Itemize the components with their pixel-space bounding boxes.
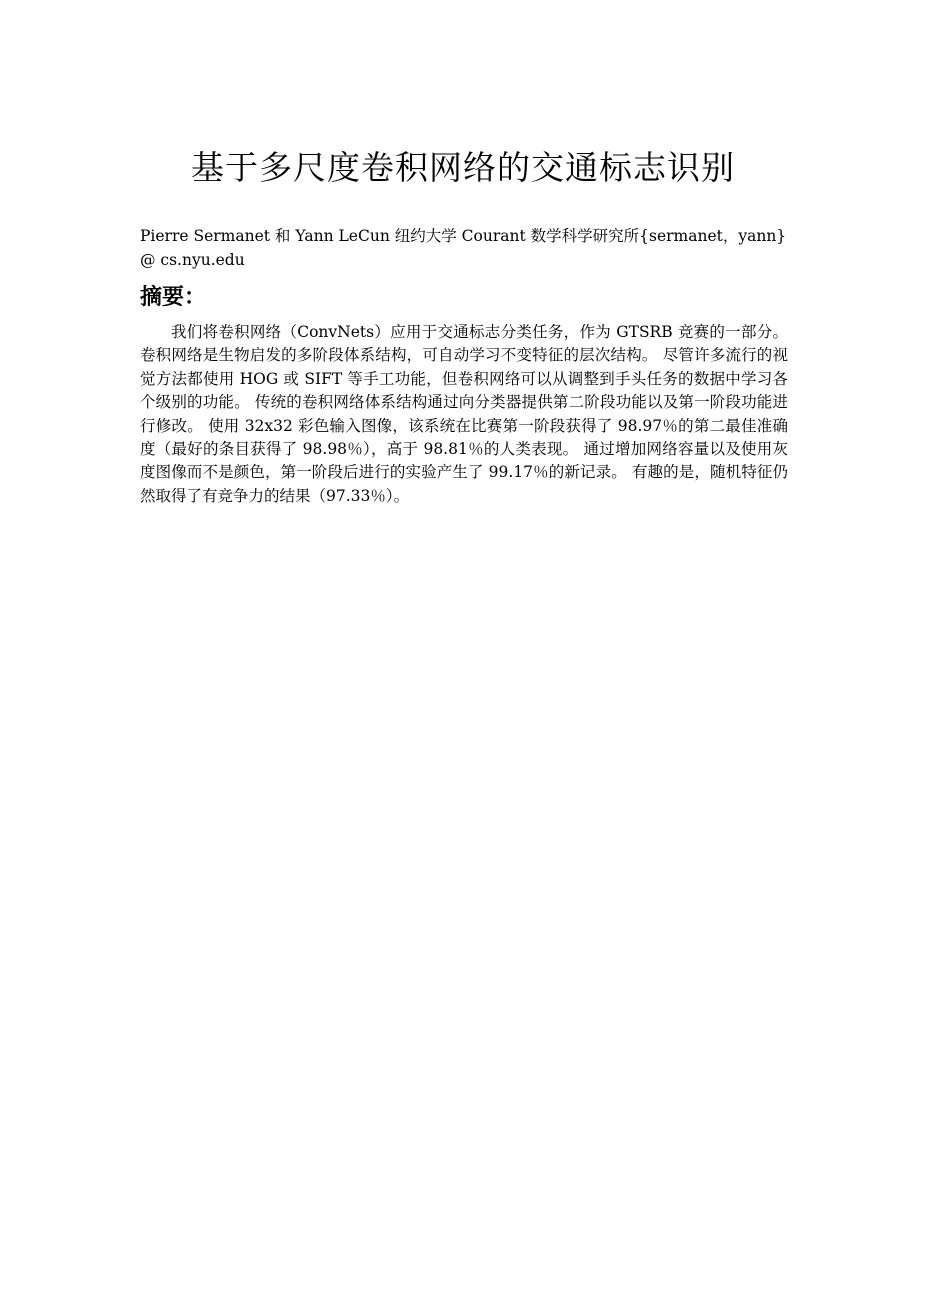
paper-title: 基于多尺度卷积网络的交通标志识别 <box>191 148 735 187</box>
author-affiliation: Pierre Sermanet 和 Yann LeCun 纽约大学 Courant 数学科学研究所{sermanet，yann} @ cs.nyu.edu <box>140 227 787 269</box>
abstract-body: 我们将卷积网络（ConvNets）应用于交通标志分类任务，作为 GTSRB 竞赛的一部分。 卷积网络是生物启发的多阶段体系结构，可自动学习不变特征的层次结构。 尽管许多流行的视觉方法都使用 HOG 或 SIFT 等手工功能，但卷积网络可以从调整到手头任务的数据中学习各个级别的功能。 传统的卷积网络体系结构通过向分类器提供第二阶段功能以及第一阶段功能进行修改。 使用 32x32 彩色输入图像，该系统在比赛第一阶段获得了 98.97％的第二最佳准确度（最好的条目获得了 98.98％），高于 98.81％的人类表现。 通过增加网络容量以及使用灰度图像而不是颜色，第一阶段后进行的实验产生了 99.17％的新记录。 有趣的是，随机特征仍然取得了有竞争力的结果（97.33％）。 <box>140 323 788 505</box>
abstract-heading: 摘要： <box>140 285 207 310</box>
